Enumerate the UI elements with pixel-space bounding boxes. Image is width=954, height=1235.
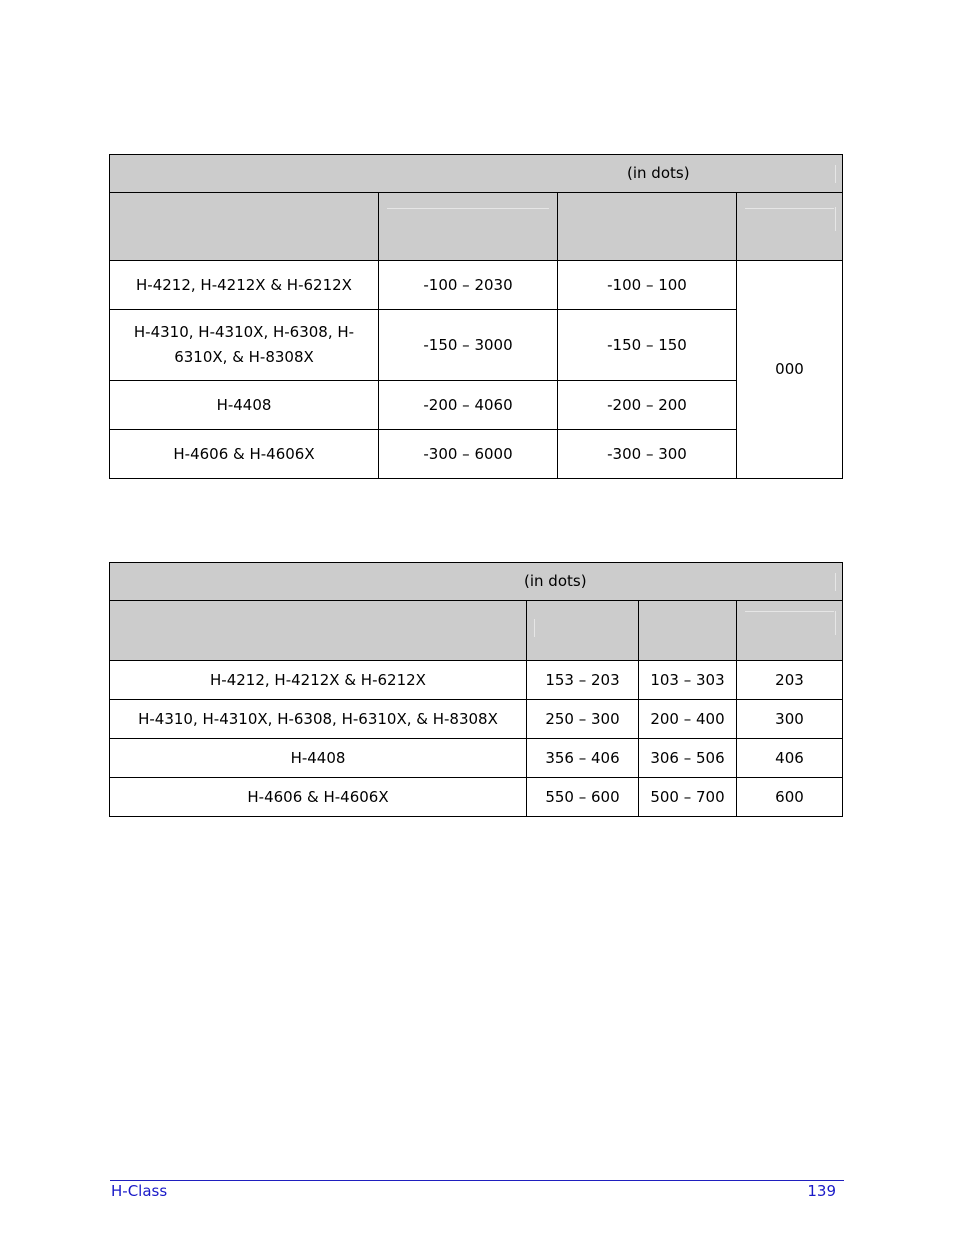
table-2-header-range-a xyxy=(527,601,639,661)
table-1-header-row xyxy=(110,193,843,261)
range-b-cell: -100 – 100 xyxy=(558,261,737,310)
table-1-title-row xyxy=(110,155,843,193)
table-2-header-row xyxy=(110,601,843,661)
range-a-cell: -100 – 2030 xyxy=(379,261,558,310)
range-b-cell: -150 – 150 xyxy=(558,310,737,381)
range-a-cell: -150 – 3000 xyxy=(379,310,558,381)
range-a-cell: 250 – 300 xyxy=(527,700,639,739)
range-a-cell: 550 – 600 xyxy=(527,778,639,817)
footer-page-number: 139 xyxy=(807,1182,836,1200)
default-cell: 000 xyxy=(737,261,843,479)
model-cell: H-4310, H-4310X, H-6308, H-6310X, & H-8308X xyxy=(110,700,527,739)
model-cell: H-4212, H-4212X & H-6212X xyxy=(110,661,527,700)
range-b-cell: 306 – 506 xyxy=(639,739,737,778)
model-cell: H-4310, H-4310X, H-6308, H-6310X, & H-8308X xyxy=(110,310,379,381)
table-2 xyxy=(109,562,843,817)
range-b-cell: 200 – 400 xyxy=(639,700,737,739)
footer-divider xyxy=(110,1180,844,1181)
table-row xyxy=(110,778,843,817)
model-cell: H-4606 & H-4606X xyxy=(110,778,527,817)
model-cell: H-4408 xyxy=(110,739,527,778)
table-row xyxy=(110,381,843,430)
range-a-cell: 153 – 203 xyxy=(527,661,639,700)
table-1-header-model xyxy=(110,193,379,261)
table-2-title: (in dots) xyxy=(524,572,587,590)
table-row xyxy=(110,661,843,700)
default-cell: 300 xyxy=(737,700,843,739)
table-1-title: (in dots) xyxy=(627,164,690,182)
range-b-cell: -200 – 200 xyxy=(558,381,737,430)
footer-product-name: H-Class xyxy=(111,1182,168,1200)
table-row xyxy=(110,261,843,310)
model-cell: H-4212, H-4212X & H-6212X xyxy=(110,261,379,310)
range-a-cell: -300 – 6000 xyxy=(379,430,558,479)
model-cell: H-4408 xyxy=(110,381,379,430)
table-1-header-default xyxy=(737,193,843,261)
table-1-header-range-a xyxy=(379,193,558,261)
model-cell: H-4606 & H-4606X xyxy=(110,430,379,479)
table-1-header-range-b xyxy=(558,193,737,261)
table-2-title-row xyxy=(110,563,843,601)
table-1 xyxy=(109,154,843,479)
table-row xyxy=(110,310,843,381)
table-2-header-default xyxy=(737,601,843,661)
range-b-cell: 103 – 303 xyxy=(639,661,737,700)
table-row xyxy=(110,430,843,479)
table-row xyxy=(110,739,843,778)
range-a-cell: 356 – 406 xyxy=(527,739,639,778)
default-cell: 406 xyxy=(737,739,843,778)
table-1-title-cell xyxy=(110,155,843,193)
table-2-title-cell xyxy=(110,563,843,601)
default-cell: 600 xyxy=(737,778,843,817)
range-b-cell: 500 – 700 xyxy=(639,778,737,817)
table-row xyxy=(110,700,843,739)
default-cell: 203 xyxy=(737,661,843,700)
table-2-header-model xyxy=(110,601,527,661)
range-a-cell: -200 – 4060 xyxy=(379,381,558,430)
table-2-header-range-b xyxy=(639,601,737,661)
range-b-cell: -300 – 300 xyxy=(558,430,737,479)
